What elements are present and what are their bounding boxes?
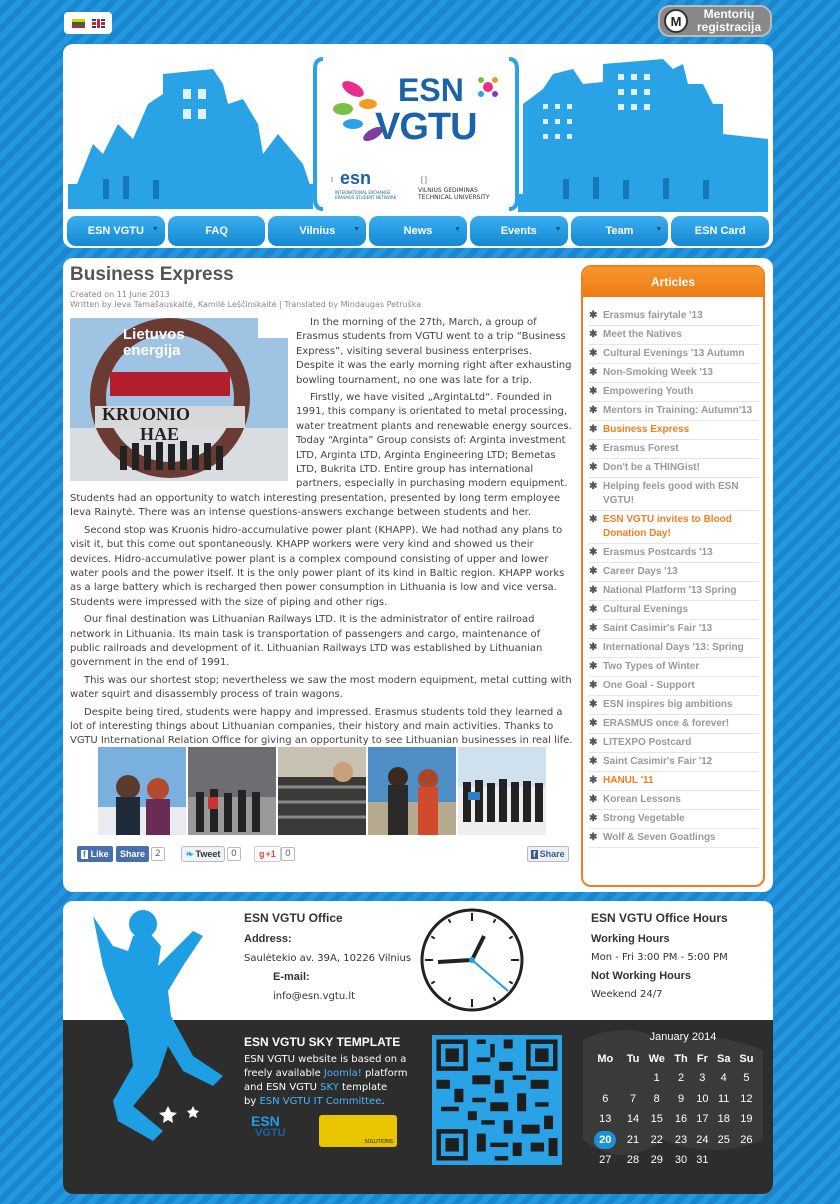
calendar-day[interactable]: 24	[696, 1133, 709, 1146]
sidebar-article-link[interactable]	[589, 734, 759, 753]
esn-star-icon: ✱	[589, 756, 598, 767]
calendar-day[interactable]: 10	[696, 1092, 709, 1105]
nav-item-label: Team	[605, 225, 634, 237]
article-paragraph: Despite being tired, students were happy and impressed. Erasmus students told they learned a lot of interesting things about Lithuanian companies, their history and main activities. Thanks to VGTU International Relation Office for giving an opportunity to see Lithuanian businesses in real life.	[70, 706, 573, 747]
calendar-day[interactable]: 25	[717, 1133, 730, 1146]
hours-title: ESN VGTU Office Hours	[591, 911, 728, 925]
calendar-weekday: Su	[739, 1052, 754, 1065]
logo-esn-text: ESN	[398, 72, 464, 108]
esn-star-icon: ✱	[589, 623, 598, 634]
working-hours-text: Mon - Fri 3:00 PM - 5:00 PM	[591, 952, 728, 963]
esn-vgtu-small-logo[interactable]: ESN VGTU	[251, 1113, 286, 1139]
sidebar-article-link[interactable]	[589, 563, 759, 582]
sidebar-article-label: Don't be a THINGist!	[603, 462, 700, 473]
sidebar-article-link[interactable]	[589, 658, 759, 677]
sidebar-article-link[interactable]	[589, 345, 759, 364]
working-hours-label: Working Hours	[591, 933, 670, 945]
nav-item-esn-vgtu[interactable]	[67, 216, 165, 246]
esn-star-icon: ✱	[589, 604, 598, 615]
analog-clock	[418, 906, 526, 1014]
calendar-weekday-row	[588, 1049, 758, 1068]
hero-photo	[70, 318, 288, 481]
esn-star-icon: ✱	[589, 329, 598, 340]
sidebar-article-label: Erasmus Forest	[603, 443, 679, 454]
sidebar-article-link[interactable]	[589, 459, 759, 478]
article-authors: Written by Ieva Tamašauskaitė, Kamilė Leščinskaitė | Translated by Mindaugas Petruška	[70, 300, 422, 309]
calendar-day[interactable]: 18	[717, 1113, 730, 1126]
sidebar-article-label: HANUL '11	[603, 775, 654, 786]
sidebar-article-link[interactable]	[589, 829, 759, 848]
calendar-weekday: Sa	[716, 1052, 731, 1065]
english-flag-icon[interactable]	[92, 19, 105, 28]
calendar-day[interactable]: 9	[677, 1092, 685, 1105]
esn-star-icon: ✱	[589, 566, 598, 577]
template-title: ESN VGTU SKY TEMPLATE	[244, 1035, 401, 1049]
nav-item-news[interactable]	[369, 216, 467, 246]
esn-star-icon: ✱	[589, 547, 598, 558]
template-credits: ESN VGTU website is based on a freely available Joomla! platform and ESN VGTU SKY template by ESN VGTU IT Committee.	[244, 1054, 408, 1107]
esn-star-icon: ✱	[589, 642, 598, 653]
tweet-button[interactable]: ❧ Tweet	[181, 846, 225, 862]
sidebar-article-label: Saint Casimir's Fair '12	[603, 756, 713, 767]
social-share-bar	[77, 846, 567, 864]
nav-item-esn-card[interactable]	[671, 216, 769, 246]
mentor-button-line2: registracija	[696, 20, 762, 34]
sidebar-article-label: Helping feels good with ESN VGTU!	[603, 481, 739, 506]
nav-item-label: Vilnius	[299, 225, 336, 237]
facebook-like-button[interactable]: f Like	[77, 846, 113, 862]
google-plus-icon: g	[259, 849, 265, 859]
google-plus-button[interactable]: g +1	[254, 846, 281, 862]
esn-star-icon: ✱	[589, 794, 598, 805]
calendar-day[interactable]: 30	[674, 1154, 688, 1167]
esn-star-icon: ✱	[589, 424, 598, 435]
sidebar-article-link[interactable]	[589, 620, 759, 639]
logo-vgtu-caption: VILNIUS GEDIMINAS TECHNICAL UNIVERSITY	[418, 187, 490, 201]
gallery-thumbnail[interactable]	[368, 747, 456, 835]
sidebar-article-label: Korean Lessons	[603, 794, 681, 805]
sidebar-article-link[interactable]	[589, 791, 759, 810]
not-working-hours-text: Weekend 24/7	[591, 989, 663, 1000]
sidebar-article-link[interactable]	[589, 601, 759, 620]
hero-sign-line2: energija	[123, 342, 181, 359]
article-paragraph: This was our shortest stop; nevertheless we saw the most modern equipment, metal cutting with water squirt and disassembly process of train wagons.	[70, 674, 572, 701]
article-paragraph: Second stop was Kruonis hidro-accumulative power plant (KHAPP). We had nothad any plans to visit it, but this come out spontaneously. KHAPP workers were very kind and showed us their devices. Hidro-accumulative power plant is a complex compound consisting of upper and lower water pools and the power itself. It is the only power plant of its kind in Baltic region. KHAPP works as a large battery which is recharged then power consumption in Lithuania is low and vice versa. Students were impressed with the size of piping and other rigs.	[70, 524, 565, 608]
esn-star-icon: ✱	[589, 481, 598, 492]
caret-down-icon: ▼	[151, 226, 159, 233]
esn-star-icon: ✱	[589, 462, 598, 473]
articles-sidebar	[581, 265, 765, 887]
nav-item-label: Events	[500, 225, 537, 237]
article-created-date: Created on 11 June 2013	[70, 290, 170, 299]
sidebar-article-label: Two Types of Winter	[603, 661, 700, 672]
esn-star-icon: ✱	[589, 585, 598, 596]
facebook-icon: f	[83, 849, 86, 859]
jumping-person-illustration	[73, 906, 233, 1176]
sidebar-article-label: LITEXPO Postcard	[603, 737, 692, 748]
calendar-day[interactable]: 27	[599, 1154, 612, 1167]
main-content	[63, 258, 773, 892]
lithuanian-flag-icon[interactable]	[72, 19, 85, 28]
calendar-day[interactable]: 8	[653, 1092, 660, 1105]
sidebar-article-label: Empowering Youth	[603, 386, 694, 397]
sidebar-article-link[interactable]	[589, 511, 759, 544]
article-paragraph: Firstly, we have visited „ArgintaLtd“. Founded in 1991, this company is orientated to metal processing, water treatment plants and renewable energy sources. Today “Arginta” Group consists of: Arginta investment LTD, Arginta LTD, Arginta Engineering LTD; Bemetas LTD, Bukrita LTD. Entire group has international partners, especially in purchasing modern equipment. Students had an opportunity to watch interesting presentation, presented by long term employee Ieva Rainytė. There was an intense questions-answers exchange between students and her.	[70, 392, 572, 519]
sidebar-article-link[interactable]	[589, 544, 759, 563]
site-footer	[63, 901, 773, 1194]
sidebar-article-link[interactable]	[589, 753, 759, 772]
calendar-widget	[588, 1031, 758, 1171]
sidebar-article-link[interactable]	[589, 440, 759, 459]
nav-item-label: FAQ	[205, 225, 228, 237]
esn-star-icon: ✱	[589, 680, 598, 691]
solutions-studio-logo[interactable]: SOLUTIONS	[319, 1115, 397, 1147]
gallery-thumbnail[interactable]	[188, 747, 276, 835]
calendar-day[interactable]: 28	[626, 1154, 640, 1167]
esn-star-icon: ✱	[589, 443, 598, 454]
facebook-icon: f	[533, 849, 536, 859]
esn-star-icon: ✱	[589, 386, 598, 397]
it-committee-link[interactable]: ESN VGTU IT Committee	[259, 1096, 382, 1107]
calendar-day[interactable]: 7	[629, 1092, 637, 1105]
sidebar-article-link[interactable]	[589, 582, 759, 601]
sidebar-article-label: Strong Vegetable	[603, 813, 685, 824]
calendar-weekday: Tu	[626, 1052, 640, 1065]
calendar-week	[588, 1089, 758, 1110]
calendar-day[interactable]: 16	[674, 1113, 688, 1126]
sidebar-article-label: Saint Casimir's Fair '13	[603, 623, 713, 634]
calendar-day[interactable]: 4	[720, 1072, 727, 1085]
calendar-day[interactable]: 29	[650, 1154, 663, 1167]
sidebar-article-link[interactable]	[589, 696, 759, 715]
sidebar-article-link[interactable]	[589, 677, 759, 696]
calendar-weekday: Th	[674, 1052, 688, 1065]
calendar-day[interactable]: 3	[699, 1072, 706, 1085]
article-paragraph: In the morning of the 27th, March, a group of Erasmus students from VGTU went to a trip “Business Express”, visiting several business enterprises. Despite it was the early morning right after exhausting bowling tournament, no one was late for a trip.	[296, 317, 572, 386]
caret-down-icon: ▼	[655, 226, 663, 233]
caret-down-icon: ▼	[554, 226, 562, 233]
article-paragraph: Our final destination was Lithuanian Railways LTD. It is the administrator of entire railroad network in Lithuania. Its main task is transportation of passengers and cargo, maintenance of public railroads and development of it. Lithuanian Railways LTD was established by Lithuanian government in the end of 1991.	[70, 614, 543, 669]
google-plus-count: 0	[281, 847, 295, 861]
calendar-day[interactable]: 5	[743, 1072, 750, 1085]
qr-code[interactable]	[432, 1035, 562, 1165]
sidebar-article-link[interactable]	[589, 383, 759, 402]
calendar-day	[623, 1068, 644, 1089]
calendar-today[interactable]: 20	[588, 1130, 623, 1151]
calendar-weekday: Fr	[696, 1052, 708, 1065]
esn-star-icon: ✱	[589, 832, 598, 843]
sidebar-article-link[interactable]	[589, 478, 759, 511]
hero-sign-line4: HAE	[140, 424, 180, 444]
caret-down-icon: ▼	[353, 226, 361, 233]
sidebar-article-label: ESN VGTU invites to Blood Donation Day!	[603, 514, 732, 539]
twitter-bird-icon: ❧	[186, 848, 194, 859]
sidebar-article-label: Mentors in Training: Autumn'13	[603, 405, 753, 416]
sidebar-article-label: Erasmus fairytale '13	[603, 310, 703, 321]
tweet-count: 0	[227, 847, 241, 861]
sidebar-article-label: Career Days '13	[603, 566, 678, 577]
esn-star-icon: ✱	[589, 405, 598, 416]
esn-star-icon: ✱	[589, 514, 598, 525]
address-label: Address:	[244, 933, 292, 945]
photo-gallery	[98, 747, 546, 835]
sidebar-article-link[interactable]	[589, 639, 759, 658]
sidebar-article-label: Wolf & Seven Goatlings	[603, 832, 716, 843]
not-working-hours-label: Not Working Hours	[591, 970, 692, 982]
calendar-week	[588, 1068, 758, 1089]
calendar-day	[735, 1150, 758, 1171]
esn-vgtu-logo[interactable]	[313, 54, 519, 214]
calendar-day[interactable]: 17	[696, 1113, 709, 1126]
sidebar-article-label: National Platform '13 Spring	[603, 585, 737, 596]
sidebar-article-label: One Goal - Support	[603, 680, 695, 691]
calendar-weekday: Mo	[597, 1052, 614, 1065]
calendar-day	[713, 1150, 735, 1171]
esn-star-icon: ✱	[589, 348, 598, 359]
esn-star-icon: ✱	[589, 699, 598, 710]
sidebar-article-link[interactable]	[589, 772, 759, 791]
sidebar-article-label: Cultural Evenings	[603, 604, 689, 615]
esn-star-icon: ✱	[589, 310, 598, 321]
main-navigation	[67, 216, 769, 246]
nav-item-label: News	[403, 225, 433, 237]
calendar-week	[588, 1150, 758, 1171]
facebook-share-link[interactable]: f Share	[527, 846, 569, 862]
calendar-day[interactable]: 22	[650, 1133, 663, 1146]
joomla-link[interactable]: Joomla!	[323, 1068, 362, 1079]
esn-star-icon: ✱	[589, 775, 598, 786]
calendar-day[interactable]: 14	[626, 1113, 640, 1126]
nav-item-events[interactable]	[470, 216, 568, 246]
calendar-day[interactable]: 2	[677, 1072, 685, 1085]
nav-item-label: ESN Card	[694, 225, 746, 237]
sidebar-article-label: International Days '13: Spring	[603, 642, 744, 653]
calendar-day[interactable]: 1	[653, 1072, 660, 1085]
sidebar-article-label: Business Express	[603, 424, 690, 435]
esn-star-icon: ✱	[589, 813, 598, 824]
office-title: ESN VGTU Office	[244, 911, 343, 925]
email-link[interactable]: info@esn.vgtu.lt	[273, 991, 356, 1002]
sidebar-article-link[interactable]	[589, 810, 759, 829]
articles-list	[589, 307, 759, 848]
esn-star-icon: ✱	[589, 367, 598, 378]
hero-sign-line3: KRUONIO	[102, 404, 191, 424]
calendar-day[interactable]: 13	[599, 1113, 612, 1126]
sidebar-article-link[interactable]	[589, 326, 759, 345]
esn-star-icon: ✱	[589, 718, 598, 729]
calendar-day	[588, 1068, 623, 1089]
sidebar-article-link[interactable]	[589, 715, 759, 734]
calendar-day[interactable]: 26	[740, 1133, 753, 1146]
facebook-share-button[interactable]: Share	[116, 846, 149, 862]
nav-item-faq[interactable]	[168, 216, 266, 246]
logo-vgtu-text: VGTU	[375, 106, 477, 148]
sidebar-article-label: Erasmus Postcards '13	[603, 547, 713, 558]
logo-esn-small: esn	[340, 168, 372, 188]
article-title: Business Express	[70, 264, 234, 285]
calendar-day[interactable]: 6	[602, 1092, 609, 1105]
svg-text:I: I	[331, 177, 333, 184]
email-label: E-mail:	[273, 971, 310, 983]
sidebar-article-label: ESN inspires big ambitions	[603, 699, 733, 710]
calendar-weekday: We	[648, 1052, 665, 1065]
article-body	[70, 316, 573, 752]
calendar-day[interactable]: 23	[674, 1133, 688, 1146]
calendar-days	[588, 1068, 758, 1171]
calendar-month: January 2014	[649, 1031, 717, 1043]
svg-text:[ ]: [ ]	[421, 177, 427, 184]
hero-sign-line1: Lietuvos	[123, 326, 185, 343]
sidebar-article-link[interactable]	[589, 402, 759, 421]
calendar-week	[588, 1130, 758, 1151]
facebook-share-count: 2	[151, 847, 165, 861]
calendar-day[interactable]: 15	[650, 1113, 663, 1126]
site-header	[63, 44, 773, 248]
calendar-week	[588, 1109, 758, 1130]
calendar-day[interactable]: 31	[696, 1154, 709, 1167]
calendar-day[interactable]: 19	[740, 1113, 753, 1126]
mentor-registration-button[interactable]	[658, 5, 772, 37]
language-switcher	[64, 12, 112, 34]
mentor-button-line1: Mentorių	[703, 7, 755, 21]
sidebar-title: Articles	[583, 267, 763, 297]
sidebar-article-link[interactable]	[589, 364, 759, 383]
calendar-day[interactable]: 21	[626, 1133, 640, 1146]
sidebar-article-label: Meet the Natives	[603, 329, 682, 340]
sidebar-article-label: Cultural Evenings '13 Autumn	[603, 348, 745, 359]
sidebar-article-label: Non-Smoking Week '13	[603, 367, 713, 378]
mentor-logo-icon: M	[664, 9, 688, 33]
nav-item-label: ESN VGTU	[87, 225, 144, 237]
sidebar-article-link[interactable]	[589, 307, 759, 326]
nav-item-vilnius[interactable]	[268, 216, 366, 246]
nav-item-team[interactable]	[571, 216, 669, 246]
caret-down-icon: ▼	[453, 226, 461, 233]
calendar-day[interactable]: 12	[740, 1092, 753, 1105]
calendar-day[interactable]: 11	[718, 1092, 730, 1105]
logo-esn-caption: INTERNATIONAL EXCHANGE ERASMUS STUDENT NETWORK	[335, 190, 397, 200]
gallery-thumbnail[interactable]	[278, 747, 366, 835]
sky-link[interactable]: SKY	[320, 1082, 339, 1093]
gallery-thumbnail[interactable]	[98, 747, 186, 835]
esn-star-icon: ✱	[589, 661, 598, 672]
address-text: Saulėtekio av. 39A, 10226 Vilnius	[244, 953, 412, 964]
sidebar-article-link[interactable]	[589, 421, 759, 440]
gallery-thumbnail[interactable]	[458, 747, 546, 835]
sidebar-article-label: ERASMUS once & forever!	[603, 718, 730, 729]
esn-star-icon: ✱	[589, 737, 598, 748]
